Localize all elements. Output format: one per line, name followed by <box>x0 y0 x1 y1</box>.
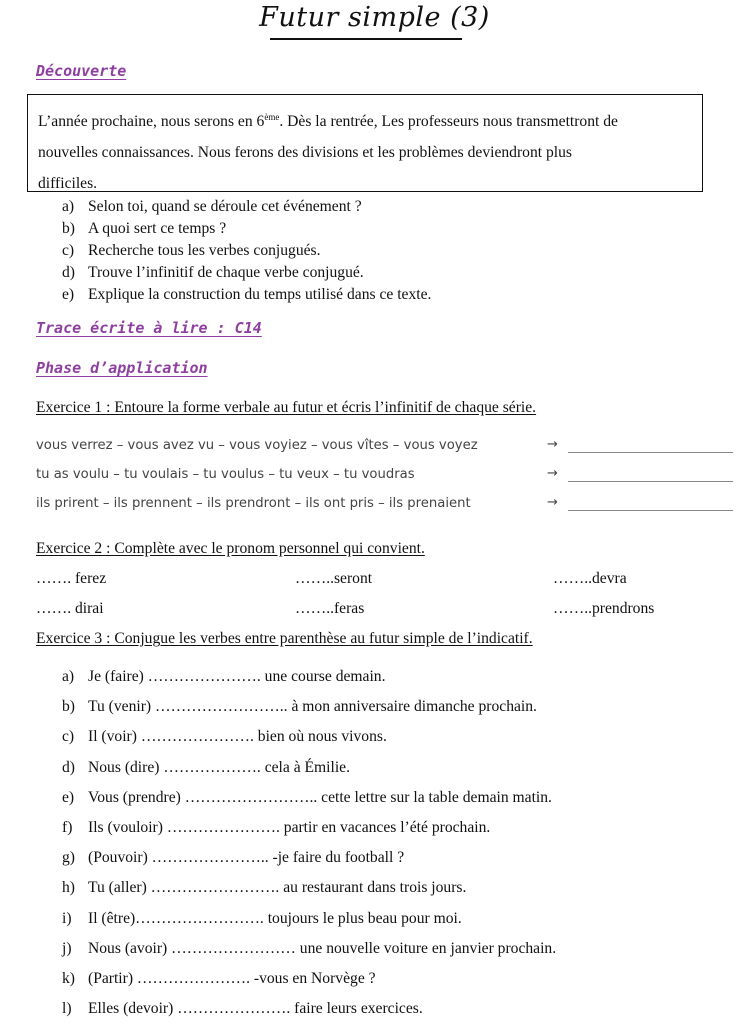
section-trace: Trace écrite à lire : C14 <box>36 319 262 337</box>
item-letter: l) <box>62 1000 72 1018</box>
fill-blank: ……..prendrons <box>553 600 655 617</box>
item-text: Il (être)……………………. toujours le plus beau pour moi. <box>88 909 462 927</box>
arrow-icon: → <box>547 437 558 452</box>
fill-blank: ……..devra <box>553 570 627 587</box>
list-item <box>62 934 556 964</box>
text-box <box>27 94 703 192</box>
item-text: (Partir) …………………. -vous en Norvège ? <box>88 970 376 988</box>
fill-blank: ……. dirai <box>36 600 104 617</box>
title-underline <box>270 38 462 40</box>
item-letter: g) <box>62 849 75 867</box>
section-application: Phase d’application <box>36 359 208 377</box>
item-text: Vous (prendre) …………………….. cette lettre sur la table demain matin. <box>88 788 552 806</box>
exercise1-row-1: vous verrez – vous avez vu – vous voyiez – vous vîtes – vous voyez <box>36 438 478 453</box>
item-text: Nous (dire) ………………. cela à Émilie. <box>88 758 350 776</box>
exercise1-title: Exercice 1 : Entoure la forme verbale au futur et écris l’infinitif de chaque série. <box>36 399 537 416</box>
exercise1-row-3: ils prirent – ils prennent – ils prendront – ils ont pris – ils prenaient <box>36 496 471 511</box>
question-text: Trouve l’infinitif de chaque verbe conjugué. <box>88 264 364 281</box>
item-text: Il (voir) …………………. bien où nous vivons. <box>88 728 387 746</box>
item-text: Tu (aller) ……………………. au restaurant dans trois jours. <box>88 879 467 897</box>
item-letter: b) <box>62 698 75 716</box>
list-item <box>62 753 556 783</box>
question-item <box>62 284 431 306</box>
item-letter: j) <box>62 939 72 957</box>
list-item <box>62 813 556 843</box>
question-letter: b) <box>62 220 75 237</box>
item-text: Je (faire) …………………. une course demain. <box>88 668 386 685</box>
arrow-icon: → <box>547 495 558 510</box>
fill-blank: ……..seront <box>295 570 373 587</box>
exercise1-row-2: tu as voulu – tu voulais – tu voulus – tu veux – tu voudras <box>36 467 415 482</box>
list-item <box>62 904 556 934</box>
list-item <box>62 783 556 813</box>
question-item <box>62 196 431 218</box>
question-text: Selon toi, quand se déroule cet événement ? <box>88 198 362 215</box>
list-item <box>62 994 556 1024</box>
item-letter: a) <box>62 668 75 685</box>
question-item <box>62 218 431 240</box>
list-item <box>62 873 556 903</box>
answer-line <box>568 452 733 453</box>
list-item <box>62 692 556 722</box>
item-letter: e) <box>62 788 75 806</box>
ordinal-superscript: ème <box>264 112 280 122</box>
item-letter: c) <box>62 728 75 746</box>
item-text: Nous (avoir) …………………… une nouvelle voiture en janvier prochain. <box>88 939 557 957</box>
list-item <box>62 662 556 692</box>
text-line-1b: . Dès la rentrée, Les professeurs nous transmettront de <box>279 113 618 131</box>
answer-line <box>568 481 733 482</box>
answer-line <box>568 510 733 511</box>
question-item <box>62 262 431 284</box>
item-letter: i) <box>62 909 72 927</box>
text-line-1 <box>38 102 692 137</box>
page-title: Futur simple (3) <box>259 2 490 33</box>
item-text: Ils (vouloir) …………………. partir en vacances l’été prochain. <box>88 819 491 837</box>
question-text: Explique la construction du temps utilisé dans ce texte. <box>88 286 432 303</box>
question-letter: c) <box>62 242 75 259</box>
item-text: Tu (venir) …………………….. à mon anniversaire dimanche prochain. <box>88 698 537 716</box>
exercise3-title: Exercice 3 : Conjugue les verbes entre parenthèse au futur simple de l’indicatif. <box>36 630 533 647</box>
item-text: (Pouvoir) ………………….. -je faire du football ? <box>88 849 405 867</box>
item-letter: k) <box>62 970 75 988</box>
question-letter: e) <box>62 286 75 303</box>
item-letter: d) <box>62 758 75 776</box>
question-list <box>62 196 431 306</box>
question-item <box>62 240 431 262</box>
list-item <box>62 964 556 994</box>
item-letter: f) <box>62 819 73 837</box>
list-item <box>62 843 556 873</box>
exercise2-title: Exercice 2 : Complète avec le pronom personnel qui convient. <box>36 540 425 557</box>
exercise3-list <box>62 662 556 1024</box>
question-letter: d) <box>62 264 75 281</box>
section-decouverte: Découverte <box>36 62 127 80</box>
text-line-3: difficiles. <box>38 175 98 193</box>
question-text: Recherche tous les verbes conjugués. <box>88 242 321 259</box>
item-letter: h) <box>62 879 75 897</box>
list-item <box>62 722 556 752</box>
text-line-1a: L’année prochaine, nous serons en 6 <box>38 113 265 131</box>
fill-blank: ……. ferez <box>36 570 107 587</box>
fill-blank: ……..feras <box>295 600 365 617</box>
question-letter: a) <box>62 198 75 215</box>
text-line-2: nouvelles connaissances. Nous ferons des divisions et les problèmes deviendront plus <box>38 144 572 162</box>
item-text: Elles (devoir) …………………. faire leurs exercices. <box>88 1000 423 1018</box>
arrow-icon: → <box>547 466 558 481</box>
question-text: A quoi sert ce temps ? <box>88 220 227 237</box>
